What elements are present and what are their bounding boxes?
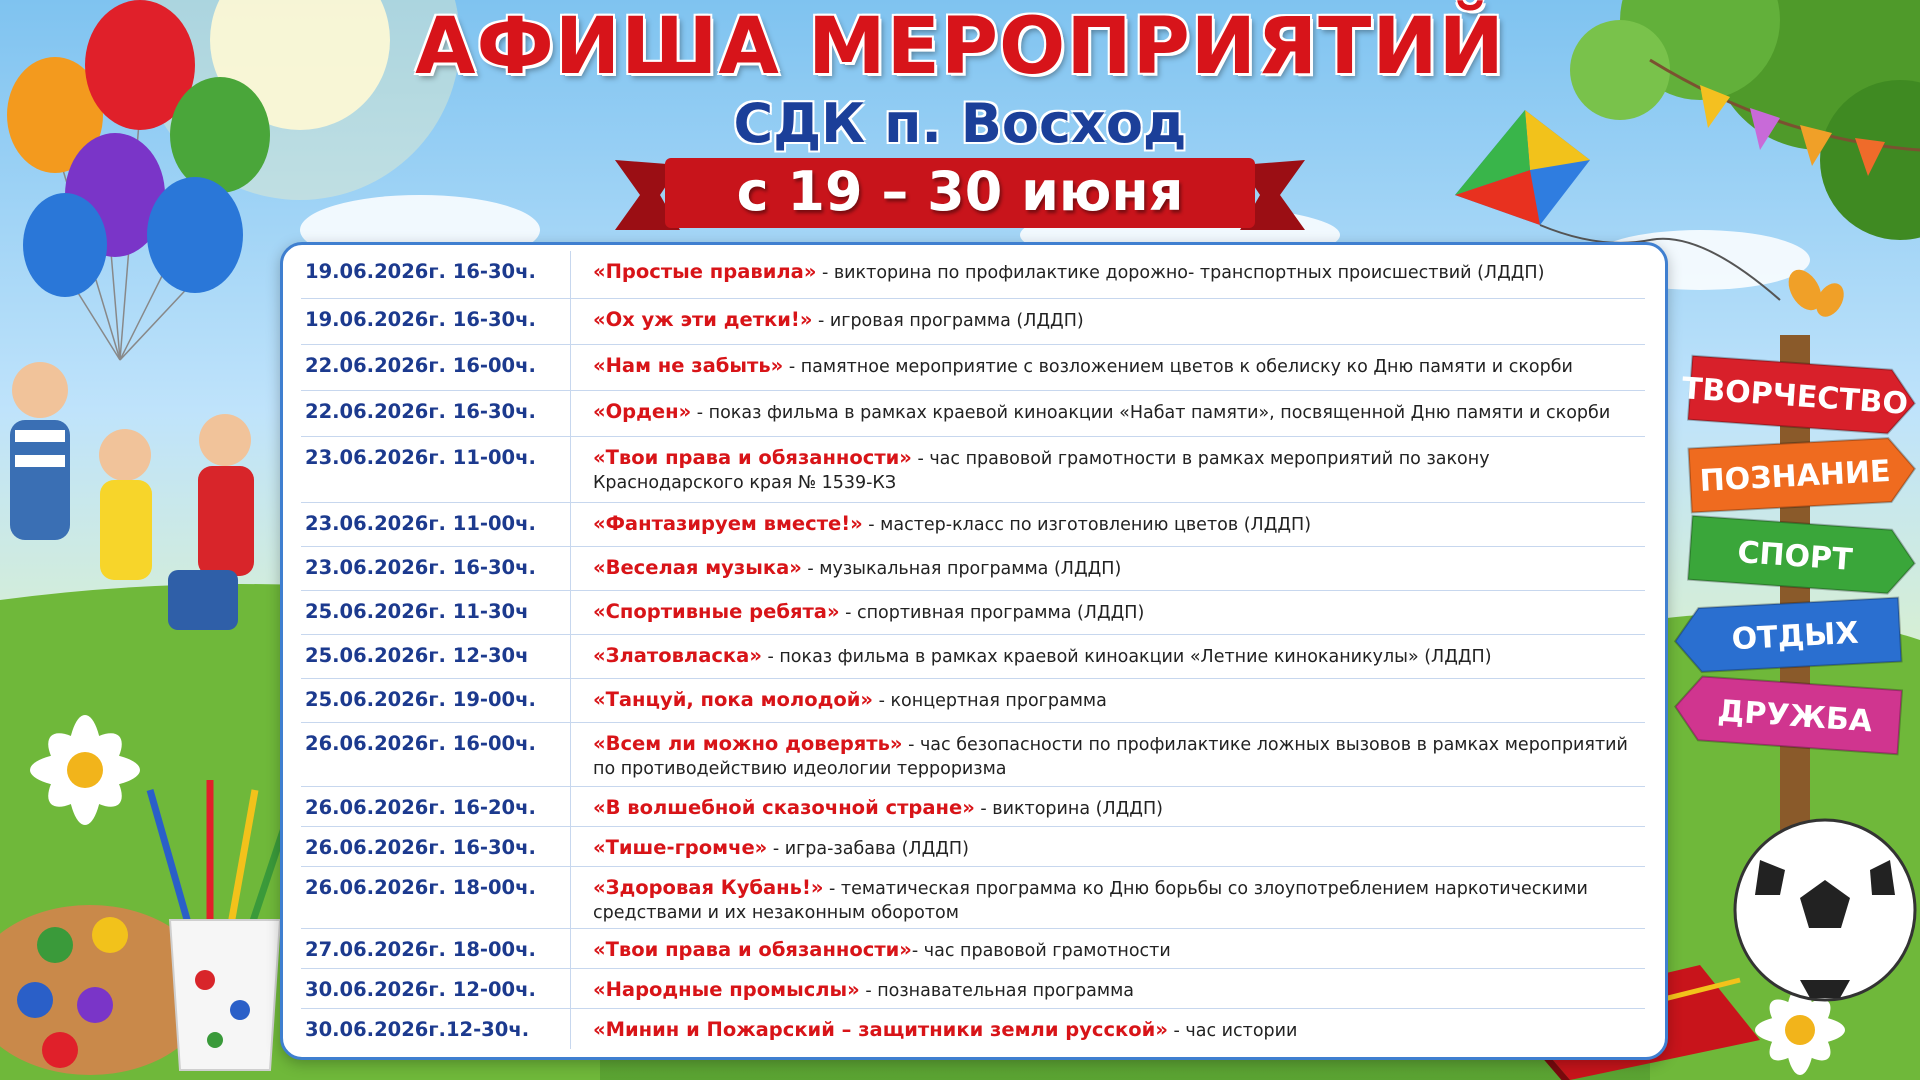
event-row — [301, 299, 1645, 345]
event-description — [571, 679, 1645, 713]
event-desc-text: - час истории — [1167, 1021, 1298, 1041]
event-desc-text: - показ фильма в рамках краевой киноакции «Летние киноканикулы» (ЛДДП) — [761, 647, 1492, 667]
event-name: «Ох уж эти детки!» — [593, 308, 813, 331]
sign-board — [1673, 598, 1901, 674]
event-desc-text: - час правовой грамотности — [911, 941, 1171, 961]
event-date: 23.06.2026г. 11-00ч. — [301, 503, 571, 546]
event-row — [301, 867, 1645, 929]
event-row — [301, 969, 1645, 1009]
event-row — [301, 679, 1645, 723]
sign-board — [1688, 516, 1917, 596]
event-desc-text: - час безопасности по профилактике ложных вызовов в рамках мероприятий по противодействию идеологии терроризма — [593, 735, 1628, 779]
event-desc-text: - памятное мероприятие с возложением цветов к обелиску ко Дню памяти и скорби — [783, 357, 1573, 377]
event-date: 26.06.2026г. 16-20ч. — [301, 787, 571, 826]
event-description — [571, 635, 1645, 669]
event-name: «Нам не забыть» — [593, 354, 784, 377]
event-date: 22.06.2026г. 16-30ч. — [301, 391, 571, 436]
event-date: 19.06.2026г. 16-30ч. — [301, 299, 571, 344]
event-name: «Здоровая Кубань!» — [593, 876, 824, 899]
event-date: 25.06.2026г. 19-00ч. — [301, 679, 571, 722]
event-name: «Всем ли можно доверять» — [593, 732, 903, 755]
soccer-ball-icon — [1735, 820, 1915, 1000]
event-date: 25.06.2026г. 11-30ч — [301, 591, 571, 634]
event-desc-text: - показ фильма в рамках краевой киноакции «Набат памяти», посвященной Дню памяти и скорби — [691, 403, 1611, 423]
sign-board — [1688, 437, 1916, 513]
event-desc-text: - спортивная программа (ЛДДП) — [839, 603, 1145, 623]
event-row — [301, 591, 1645, 635]
event-description — [571, 251, 1645, 285]
event-description — [571, 437, 1645, 495]
event-description — [571, 391, 1645, 425]
event-name: «Фантазируем вместе!» — [593, 512, 863, 535]
event-description — [571, 969, 1645, 1003]
butterfly-icon — [1782, 264, 1850, 322]
date-range-label: с 19 – 30 июня — [736, 160, 1184, 223]
event-description — [571, 299, 1645, 333]
page-title: АФИША МЕРОПРИЯТИЙ — [415, 2, 1505, 92]
event-description — [571, 503, 1645, 537]
event-name: «Спортивные ребята» — [593, 600, 840, 623]
event-desc-text: - концертная программа — [873, 691, 1107, 711]
event-name: «Твои права и обязанности» — [593, 446, 912, 469]
events-table — [280, 242, 1668, 1060]
event-name: «Простые правила» — [593, 260, 817, 283]
event-description — [571, 345, 1645, 379]
event-date: 22.06.2026г. 16-00ч. — [301, 345, 571, 390]
event-row — [301, 251, 1645, 299]
event-date: 30.06.2026г.12-30ч. — [301, 1009, 571, 1049]
event-date: 30.06.2026г. 12-00ч. — [301, 969, 571, 1008]
event-description — [571, 867, 1645, 925]
event-name: «Златовласка» — [593, 644, 762, 667]
page-subtitle: СДК п. Восход — [733, 92, 1187, 155]
event-row — [301, 635, 1645, 679]
event-row — [301, 547, 1645, 591]
event-description — [571, 929, 1645, 963]
event-name: «Орден» — [593, 400, 692, 423]
sign-label: ПОЗНАНИЕ — [1698, 454, 1892, 499]
event-description — [571, 591, 1645, 625]
event-row — [301, 391, 1645, 437]
event-desc-text: - мастер-класс по изготовлению цветов (ЛДДП) — [862, 515, 1312, 535]
event-row — [301, 929, 1645, 969]
event-name: «Тише-громче» — [593, 836, 768, 859]
sign-label: ДРУЖБА — [1716, 693, 1874, 740]
event-row — [301, 827, 1645, 867]
event-name: «Минин и Пожарский – защитники земли русской» — [593, 1018, 1168, 1041]
event-desc-text: - викторина (ЛДДП) — [974, 799, 1163, 819]
event-row — [301, 503, 1645, 547]
event-row — [301, 1009, 1645, 1049]
event-row — [301, 723, 1645, 787]
event-desc-text: - игра-забава (ЛДДП) — [767, 839, 969, 859]
sign-board — [1680, 355, 1917, 435]
event-name: «В волшебной сказочной стране» — [593, 796, 975, 819]
event-desc-text: - час правовой грамотности в рамках мероприятий по закону Краснодарского края № 1539-КЗ — [593, 449, 1490, 493]
event-row — [301, 787, 1645, 827]
event-name: «Народные промыслы» — [593, 978, 860, 1001]
sign-label: ОТДЫХ — [1730, 615, 1860, 658]
event-desc-text: - викторина по профилактике дорожно- транспортных происшествий (ЛДДП) — [816, 263, 1545, 283]
event-date: 26.06.2026г. 16-30ч. — [301, 827, 571, 866]
event-date: 27.06.2026г. 18-00ч. — [301, 929, 571, 968]
event-date: 25.06.2026г. 12-30ч — [301, 635, 571, 678]
event-description — [571, 787, 1645, 821]
event-name: «Веселая музыка» — [593, 556, 802, 579]
event-name: «Твои права и обязанности» — [593, 938, 912, 961]
event-desc-text: - игровая программа (ЛДДП) — [812, 311, 1084, 331]
event-date: 26.06.2026г. 18-00ч. — [301, 867, 571, 928]
event-desc-text: - тематическая программа ко Дню борьбы со злоупотреблением наркотическими средствами и их незаконным оборотом — [593, 879, 1588, 923]
event-description — [571, 547, 1645, 581]
event-description — [571, 723, 1645, 781]
event-description — [571, 827, 1645, 861]
event-date: 19.06.2026г. 16-30ч. — [301, 251, 571, 298]
event-name: «Танцуй, пока молодой» — [593, 688, 874, 711]
event-desc-text: - познавательная программа — [859, 981, 1135, 1001]
sign-label: СПОРТ — [1736, 535, 1854, 578]
event-row — [301, 345, 1645, 391]
event-row — [301, 437, 1645, 503]
sign-label: ТВОРЧЕСТВО — [1680, 371, 1910, 422]
event-date: 26.06.2026г. 16-00ч. — [301, 723, 571, 786]
event-desc-text: - музыкальная программа (ЛДДП) — [801, 559, 1122, 579]
event-date: 23.06.2026г. 16-30ч. — [301, 547, 571, 590]
event-description — [571, 1009, 1645, 1043]
event-date: 23.06.2026г. 11-00ч. — [301, 437, 571, 502]
